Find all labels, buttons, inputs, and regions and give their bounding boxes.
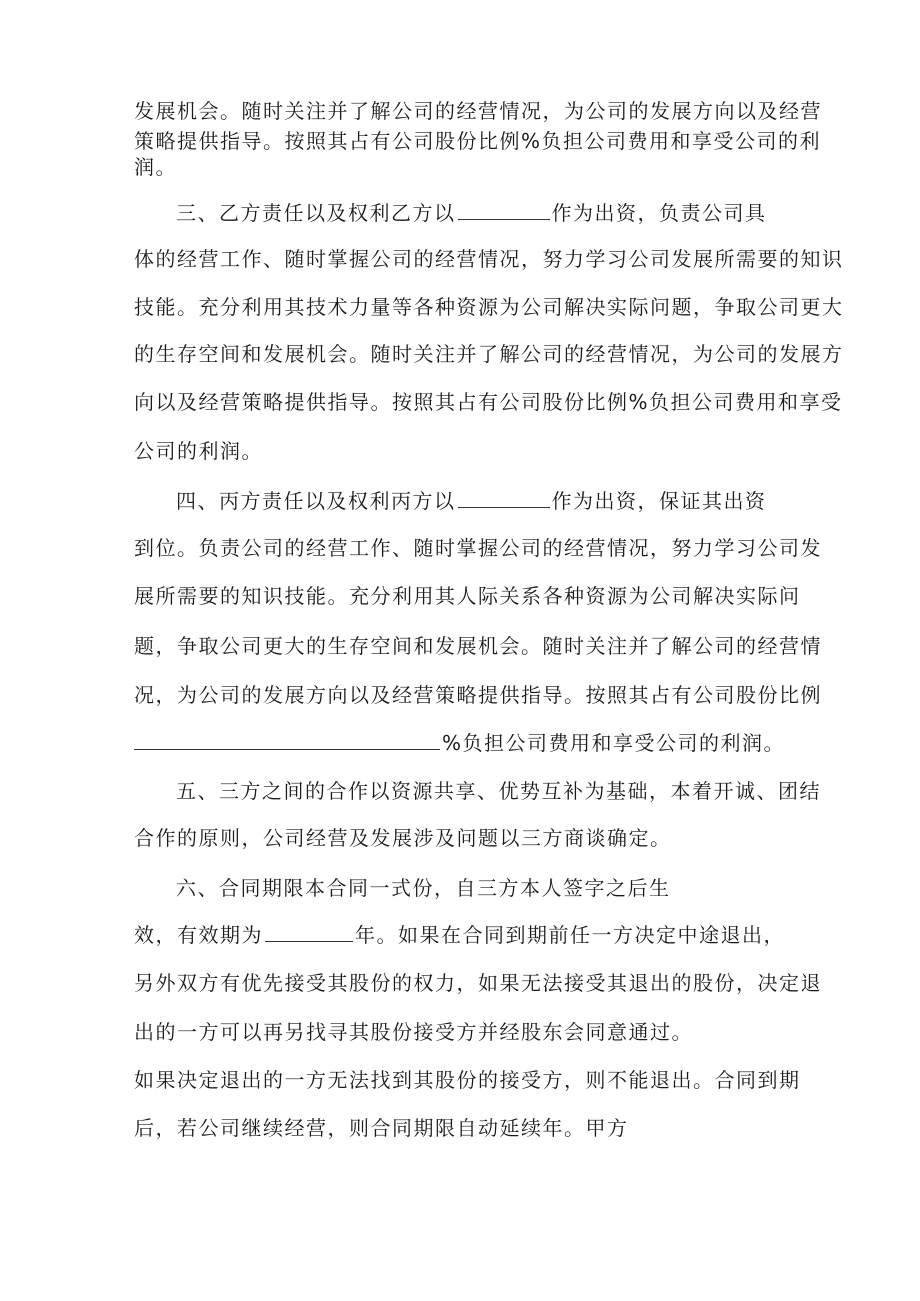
text-line: 的生存空间和发展机会。随时关注并了解公司的经营情况，为公司的发展方	[134, 342, 844, 366]
text-line: 展所需要的知识技能。充分利用其人际关系各种资源为公司解决实际问	[134, 584, 801, 608]
fill-in-blank	[134, 731, 440, 750]
text-segment: 年。如果在合同到期前任一方决定中途退出，	[355, 923, 785, 947]
section-three-heading	[176, 201, 767, 225]
section-five-heading: 五、三方之间的合作以资源共享、优势互补为基础，本着开诚、团结	[176, 779, 821, 803]
text-segment: 作为出资，负责公司具	[551, 201, 767, 225]
text-line: 如果决定退出的一方无法找到其股份的接受方，则不能退出。合同到期	[134, 1068, 801, 1092]
text-line: 向以及经营策略提供指导。按照其占有公司股份比例%负担公司费用和享受	[134, 390, 843, 414]
text-line: 体的经营工作、随时掌握公司的经营情况，努力学习公司发展所需要的知识	[134, 247, 844, 271]
text-line: 到位。负责公司的经营工作、随时掌握公司的经营情况，努力学习公司发	[134, 536, 822, 560]
text-line: 另外双方有优先接受其股份的权力，如果无法接受其退出的股份，决定退	[134, 971, 822, 995]
text-line-with-blank	[134, 923, 785, 947]
text-line: 后，若公司继续经营，则合同期限自动延续年。甲方	[134, 1116, 629, 1140]
text-line: 润。	[134, 155, 177, 179]
fill-in-blank	[265, 923, 353, 942]
text-segment: 三、乙方责任以及权利乙方以	[176, 201, 456, 225]
text-segment: 效，有效期为	[134, 923, 263, 947]
text-line: 策略提供指导。按照其占有公司股份比例%负担公司费用和享受公司的利	[134, 129, 822, 153]
text-line: 况，为公司的发展方向以及经营策略提供指导。按照其占有公司股份比例	[134, 683, 822, 707]
text-line: 题，争取公司更大的生存空间和发展机会。随时关注并了解公司的经营情	[134, 634, 822, 658]
text-segment: 作为出资，保证其出资	[551, 489, 767, 513]
section-four-heading	[176, 489, 767, 513]
text-line-with-blank	[134, 731, 785, 755]
text-segment: 四、丙方责任以及权利丙方以	[176, 489, 456, 513]
section-six-heading: 六、合同期限本合同一式份，自三方本人签字之后生	[176, 876, 671, 900]
text-line: 出的一方可以再另找寻其股份接受方并经股东会同意通过。	[134, 1020, 693, 1044]
text-segment: %负担公司费用和享受公司的利润。	[442, 731, 786, 755]
fill-in-blank	[458, 489, 550, 508]
text-line: 发展机会。随时关注并了解公司的经营情况，为公司的发展方向以及经营	[134, 99, 822, 123]
text-line: 公司的利润。	[134, 439, 263, 463]
fill-in-blank	[458, 201, 550, 220]
text-line: 合作的原则，公司经营及发展涉及问题以三方商谈确定。	[134, 826, 672, 850]
text-line: 技能。充分利用其技术力量等各种资源为公司解决实际问题，争取公司更大	[134, 295, 844, 319]
